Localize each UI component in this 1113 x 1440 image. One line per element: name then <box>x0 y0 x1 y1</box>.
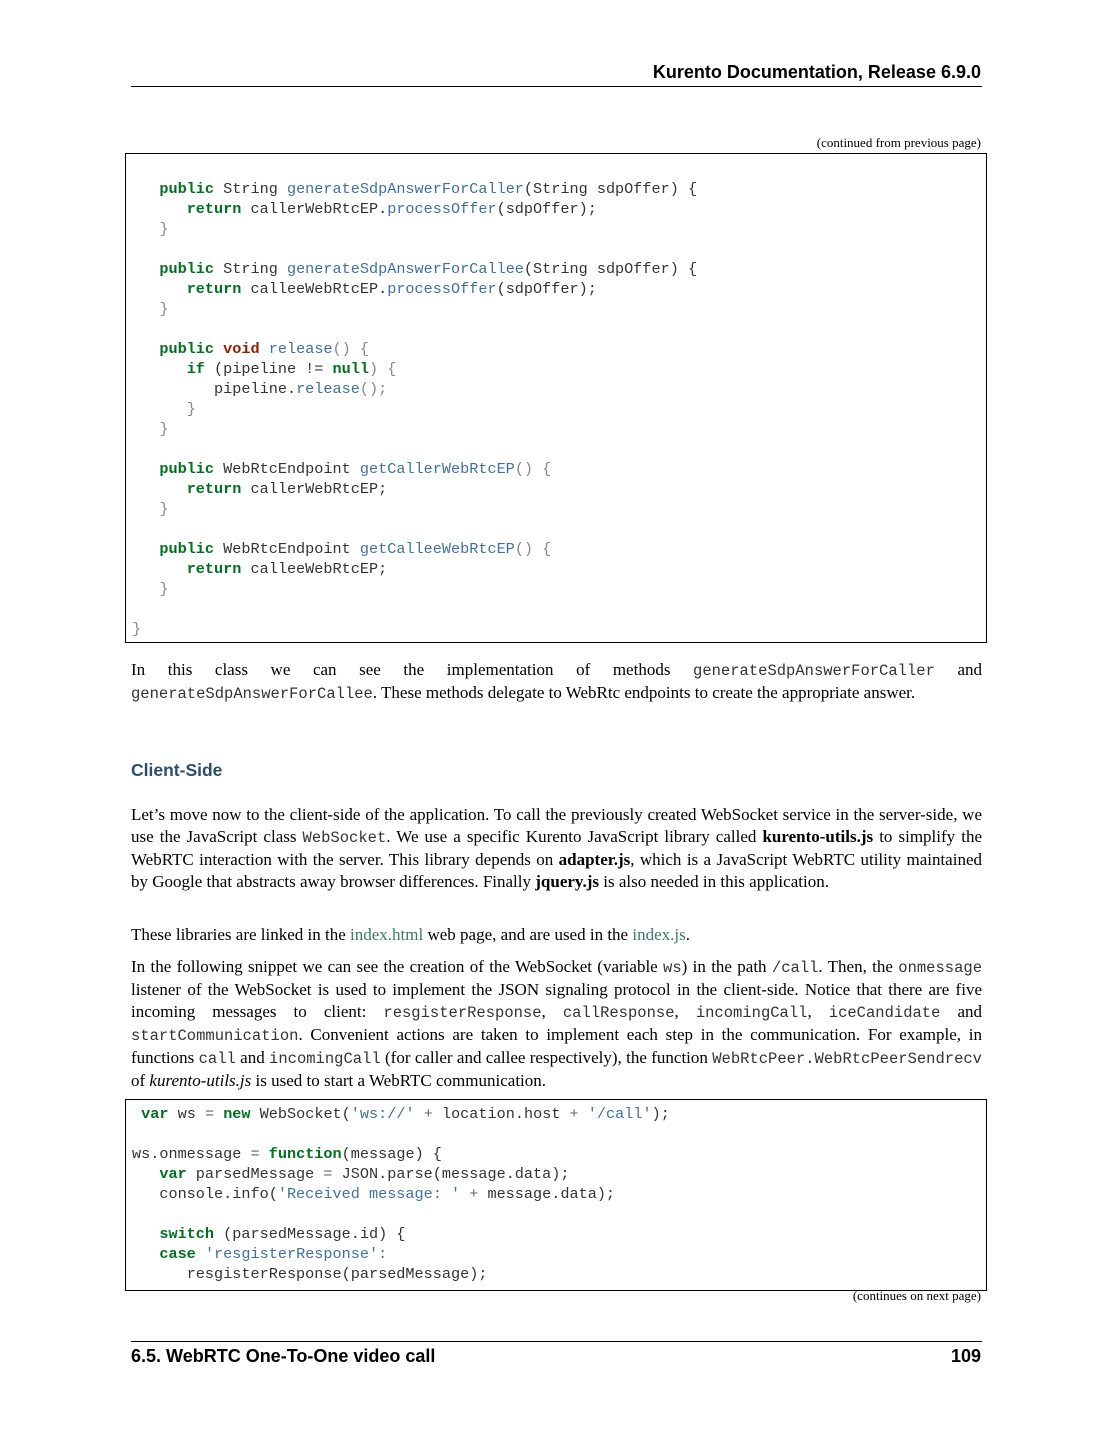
continued-from-note: (continued from previous page) <box>816 135 981 150</box>
paragraph-client-side: Let’s move now to the client-side of the application. To call the previously created WebSocket service in the server-side, we use the JavaScript class WebSocket. We use a specific Kurento JavaScript library called kurento-utils.js to simplify the WebRTC interaction with the server. This library depends on adapter.js, which is a JavaScript WebRTC utility maintained by Google that abstracts away browser differences. Finally jquery.js is also needed in this application. <box>131 805 982 891</box>
footer-section-title: 6.5. WebRTC One-To-One video call <box>131 1346 436 1366</box>
code-block-javascript <box>125 1099 987 1291</box>
index-js-link[interactable]: index.js <box>632 925 686 944</box>
paragraph-snippet: In the following snippet we can see the creation of the WebSocket (variable ws) in the path /call. Then, the onmessage listener of the WebSocket is used to implement the JSON signaling protocol in the client-side. Notice that there are five incoming messages to client: resgisterResponse, callResponse, incomingCall, iceCandidate and startCommunication. Convenient actions are taken to implement each step in the communication. For example, in functions call and incomingCall (for caller and callee respectively), the function WebRtcPeer.WebRtcPeerSendrecv of kurento-utils.js is used to start a WebRTC communication. <box>131 957 983 1090</box>
page-header-title: Kurento Documentation, Release 6.9.0 <box>652 62 981 82</box>
footer-rule <box>131 1341 982 1342</box>
continues-on-note: (continues on next page) <box>852 1288 981 1303</box>
paragraph-methods: In this class we can see the implementation of methods generateSdpAnswerForCaller and generateSdpAnswerForCallee. These methods delegate to WebRtc endpoints to create the appropriate answer. <box>131 660 983 703</box>
code-javascript: var ws = new WebSocket('ws://' + location.host + '/call'); ws.onmessage = function(message) { var parsedMessage = JSON.parse(message.data); console.info('Received message: ' + message.data); switch (parsedMessage.id) { case 'resgisterResponse': resgisterResponse(parsedMessage); <box>132 1105 670 1283</box>
code-block-java <box>125 153 987 643</box>
index-html-link[interactable]: index.html <box>350 925 424 944</box>
paragraph-libraries: These libraries are linked in the index.html web page, and are used in the index.js. <box>131 925 690 944</box>
code-java: public String generateSdpAnswerForCaller(String sdpOffer) { return callerWebRtcEP.processOffer(sdpOffer); } public String generateSdpAnswerForCallee(String sdpOffer) { return calleeWebRtcEP.processOffer(sdpOffer); } public void release() { if (pipeline != null) { pipeline.release(); } } public WebRtcEndpoint getCallerWebRtcEP() { return callerWebRtcEP; } public WebRtcEndpoint getCalleeWebRtcEP() { return calleeWebRtcEP; } } <box>132 180 698 638</box>
header-rule <box>131 86 982 87</box>
page-number: 109 <box>950 1346 981 1366</box>
section-title: Client-Side <box>131 760 223 780</box>
